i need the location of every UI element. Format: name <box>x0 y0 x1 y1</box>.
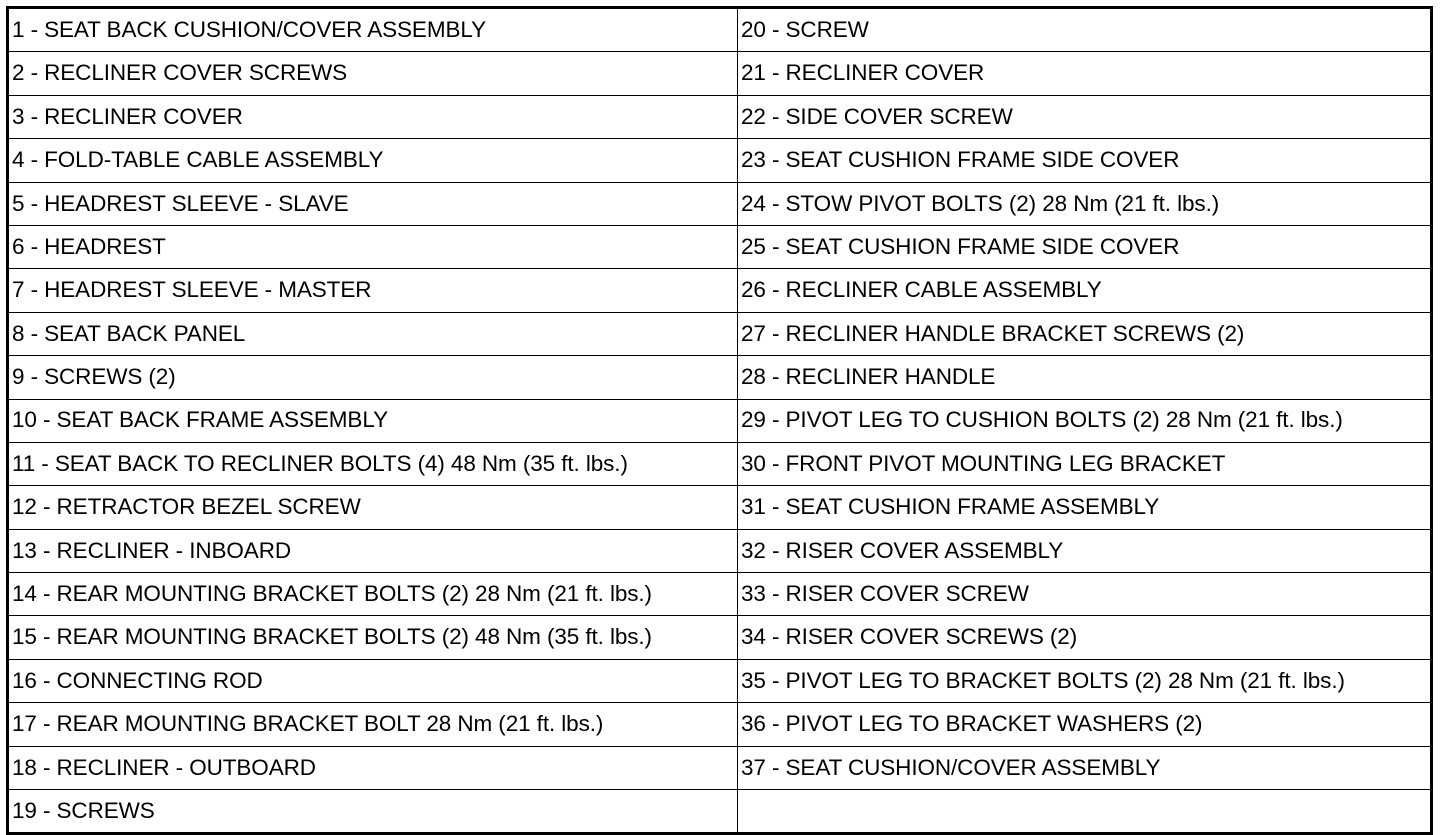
legend-cell: 9 - SCREWS (2) <box>8 356 738 399</box>
legend-cell: 26 - RECLINER CABLE ASSEMBLY <box>738 269 1432 312</box>
table-row <box>8 746 1432 789</box>
table-row <box>8 486 1432 529</box>
legend-cell: 29 - PIVOT LEG TO CUSHION BOLTS (2) 28 Nm (21 ft. lbs.) <box>738 399 1432 442</box>
legend-cell: 25 - SEAT CUSHION FRAME SIDE COVER <box>738 225 1432 268</box>
table-row <box>8 442 1432 485</box>
legend-cell: 13 - RECLINER - INBOARD <box>8 529 738 572</box>
legend-cell: 24 - STOW PIVOT BOLTS (2) 28 Nm (21 ft. lbs.) <box>738 182 1432 225</box>
table-row <box>8 182 1432 225</box>
legend-cell: 20 - SCREW <box>738 8 1432 52</box>
legend-cell: 5 - HEADREST SLEEVE - SLAVE <box>8 182 738 225</box>
legend-cell: 14 - REAR MOUNTING BRACKET BOLTS (2) 28 Nm (21 ft. lbs.) <box>8 573 738 616</box>
table-row <box>8 703 1432 746</box>
table-row <box>8 790 1432 834</box>
legend-cell: 33 - RISER COVER SCREW <box>738 573 1432 616</box>
table-row <box>8 616 1432 659</box>
legend-cell: 28 - RECLINER HANDLE <box>738 356 1432 399</box>
table-row <box>8 8 1432 52</box>
table-row <box>8 312 1432 355</box>
legend-cell: 31 - SEAT CUSHION FRAME ASSEMBLY <box>738 486 1432 529</box>
table-row <box>8 399 1432 442</box>
legend-cell: 10 - SEAT BACK FRAME ASSEMBLY <box>8 399 738 442</box>
legend-cell: 22 - SIDE COVER SCREW <box>738 95 1432 138</box>
table-row <box>8 356 1432 399</box>
legend-cell: 19 - SCREWS <box>8 790 738 834</box>
legend-cell: 37 - SEAT CUSHION/COVER ASSEMBLY <box>738 746 1432 789</box>
legend-cell: 23 - SEAT CUSHION FRAME SIDE COVER <box>738 139 1432 182</box>
legend-cell: 8 - SEAT BACK PANEL <box>8 312 738 355</box>
legend-cell: 3 - RECLINER COVER <box>8 95 738 138</box>
table-row <box>8 529 1432 572</box>
legend-cell: 17 - REAR MOUNTING BRACKET BOLT 28 Nm (21 ft. lbs.) <box>8 703 738 746</box>
legend-cell: 6 - HEADREST <box>8 225 738 268</box>
table-row <box>8 225 1432 268</box>
table-row <box>8 573 1432 616</box>
legend-cell-empty <box>738 790 1432 834</box>
legend-cell: 27 - RECLINER HANDLE BRACKET SCREWS (2) <box>738 312 1432 355</box>
table-row <box>8 659 1432 702</box>
parts-legend-table <box>6 6 1433 835</box>
legend-cell: 32 - RISER COVER ASSEMBLY <box>738 529 1432 572</box>
legend-cell: 30 - FRONT PIVOT MOUNTING LEG BRACKET <box>738 442 1432 485</box>
legend-cell: 21 - RECLINER COVER <box>738 52 1432 95</box>
legend-cell: 36 - PIVOT LEG TO BRACKET WASHERS (2) <box>738 703 1432 746</box>
legend-cell: 34 - RISER COVER SCREWS (2) <box>738 616 1432 659</box>
table-row <box>8 139 1432 182</box>
table-row <box>8 52 1432 95</box>
legend-cell: 35 - PIVOT LEG TO BRACKET BOLTS (2) 28 Nm (21 ft. lbs.) <box>738 659 1432 702</box>
legend-cell: 18 - RECLINER - OUTBOARD <box>8 746 738 789</box>
table-row <box>8 269 1432 312</box>
table-row <box>8 95 1432 138</box>
legend-cell: 15 - REAR MOUNTING BRACKET BOLTS (2) 48 Nm (35 ft. lbs.) <box>8 616 738 659</box>
legend-cell: 11 - SEAT BACK TO RECLINER BOLTS (4) 48 Nm (35 ft. lbs.) <box>8 442 738 485</box>
legend-cell: 1 - SEAT BACK CUSHION/COVER ASSEMBLY <box>8 8 738 52</box>
legend-cell: 12 - RETRACTOR BEZEL SCREW <box>8 486 738 529</box>
legend-cell: 4 - FOLD-TABLE CABLE ASSEMBLY <box>8 139 738 182</box>
legend-cell: 2 - RECLINER COVER SCREWS <box>8 52 738 95</box>
legend-cell: 7 - HEADREST SLEEVE - MASTER <box>8 269 738 312</box>
legend-cell: 16 - CONNECTING ROD <box>8 659 738 702</box>
